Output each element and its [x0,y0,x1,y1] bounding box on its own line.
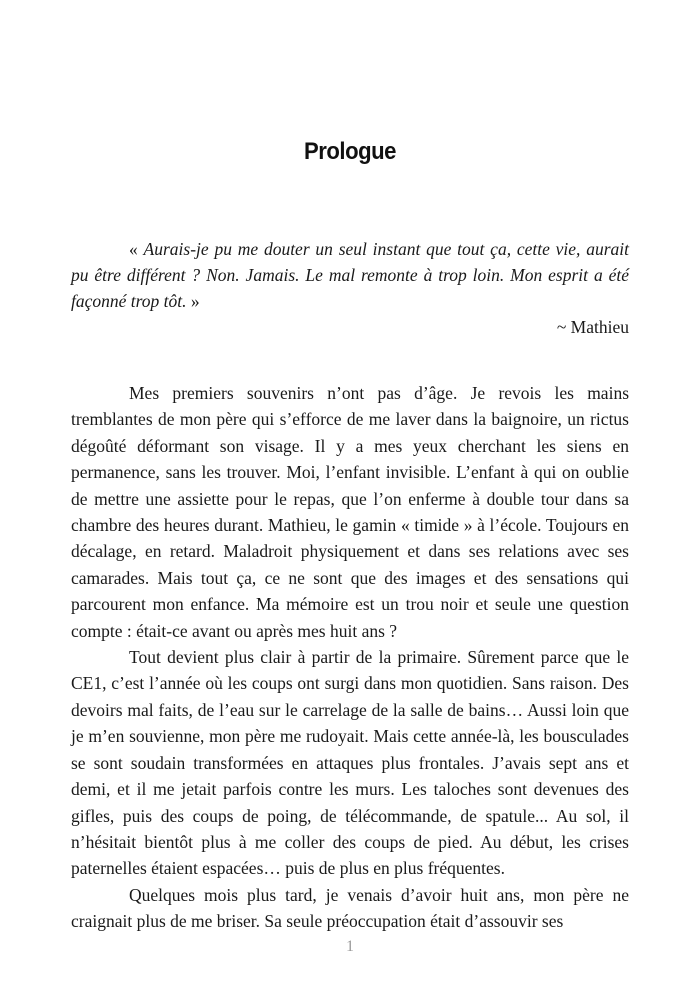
page-number: 1 [346,938,354,955]
chapter-title: Prologue [303,138,396,165]
epigraph-text: Aurais-je pu me douter un seul instant que tout ça, cette vie, aurait pu être différent ? Non. Jamais. Le mal remonte à trop loin. Mon esprit a été façonné trop tôt. [71,239,630,311]
epigraph-open-quote: « [129,239,144,259]
epigraph-close-quote: » [186,291,200,311]
paragraph: Tout devient plus clair à partir de la primaire. Sûrement parce que le CE1, c’est l’année où les coups ont surgi dans mon quotidien. Sans raison. Des devoirs mal faits, de l’eau sur le carrelage de la salle de bains… Aussi loin que je m’en souvienne, mon père me rudoyait. Mais cette année-là, les bousculades se sont soudain transformées en attaques plus frontales. J’avais sept ans et demi, et il me jetait parfois contre les murs. Les taloches sont devenues des gifles, puis des coups de poing, de télécommande, de spatule... Au sol, il n’hésitait bientôt plus à me coller des coups de pied. Au début, les crises paternelles étaient espacées… puis de plus en plus fréquentes. [71,647,629,879]
epigraph-quote [71,236,629,314]
epigraph-attribution: ~ Mathieu [556,317,629,337]
chapter-body [71,380,629,935]
paragraph: Mes premiers souvenirs n’ont pas d’âge. Je revois les mains tremblantes de mon père qui s’efforce de me laver dans la baignoire, un rictus dégoûté déformant son visage. Il y a mes yeux cherchant les siens en permanence, sans les trouver. Moi, l’enfant invisible. L’enfant à qui on oublie de mettre une assiette pour le repas, que l’on enferme à double tour dans sa chambre des heures durant. Mathieu, le gamin « timide » à l’école. Toujours en décalage, en retard. Maladroit physiquement et dans ses relations avec ses camarades. Mais tout ça, ce ne sont que des images et des sensations qui parcourent mon enfance. Ma mémoire est un trou noir et seule une question compte : était-ce avant ou après mes huit ans ? [71,383,629,641]
paragraph: Quelques mois plus tard, je venais d’avoir huit ans, mon père ne craignait plus de me briser. Sa seule préoccupation était d’assouvir ses [71,884,629,932]
